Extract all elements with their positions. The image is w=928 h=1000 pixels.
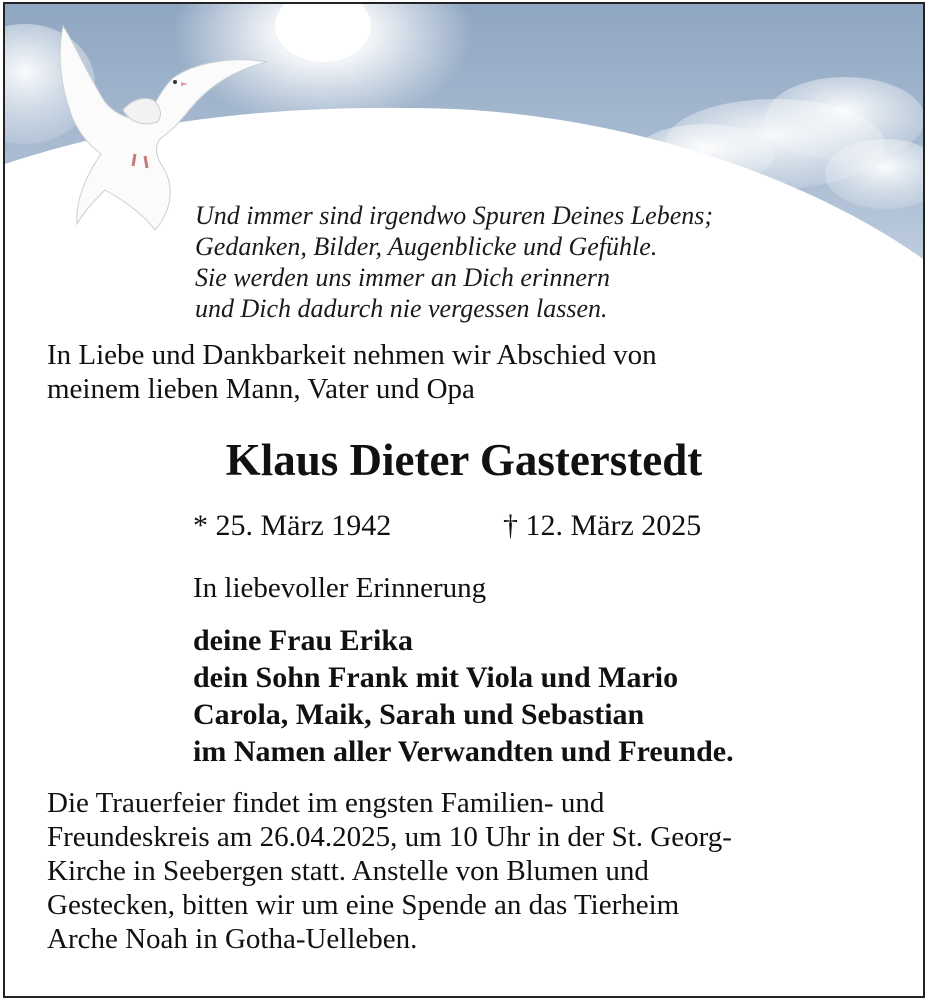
mourner-line: dein Sohn Frank mit Viola und Mario: [193, 661, 679, 694]
deceased-name: Klaus Dieter Gasterstedt: [225, 435, 703, 485]
funeral-line: Kirche in Seebergen statt. Anstelle von Blumen und: [47, 855, 649, 887]
mourner-line: Carola, Maik, Sarah und Sebastian: [193, 698, 645, 731]
intro-text: [47, 338, 657, 406]
intro-line: meinem lieben Mann, Vater und Opa: [47, 373, 475, 405]
poem-line: Gedanken, Bilder, Augenblicke und Gefühle.: [195, 232, 658, 261]
memory-text: In liebevoller Erinnerung: [193, 572, 487, 604]
funeral-info: [47, 786, 732, 956]
intro-line: In Liebe und Dankbarkeit nehmen wir Abschied von: [47, 339, 657, 371]
funeral-line: Die Trauerfeier findet im engsten Familien- und: [47, 787, 605, 819]
mourner-line: deine Frau Erika: [193, 624, 414, 657]
poem-line: Und immer sind irgendwo Spuren Deines Lebens;: [195, 201, 714, 230]
mourners-list: [193, 622, 734, 770]
poem-line: Sie werden uns immer an Dich erinnern: [195, 263, 610, 292]
death-date: † 12. März 2025: [503, 509, 702, 542]
funeral-line: Arche Noah in Gotha-Uelleben.: [47, 923, 418, 955]
birth-date: * 25. März 1942: [193, 509, 392, 542]
poem: [195, 200, 713, 324]
poem-line: und Dich dadurch nie vergessen lassen.: [195, 294, 608, 323]
funeral-line: Freundeskreis am 26.04.2025, um 10 Uhr in der St. Georg-: [47, 821, 732, 853]
mourner-line: im Namen aller Verwandten und Freunde.: [193, 735, 734, 768]
funeral-line: Gestecken, bitten wir um eine Spende an das Tierheim: [47, 889, 680, 921]
obituary-notice: [3, 2, 925, 998]
